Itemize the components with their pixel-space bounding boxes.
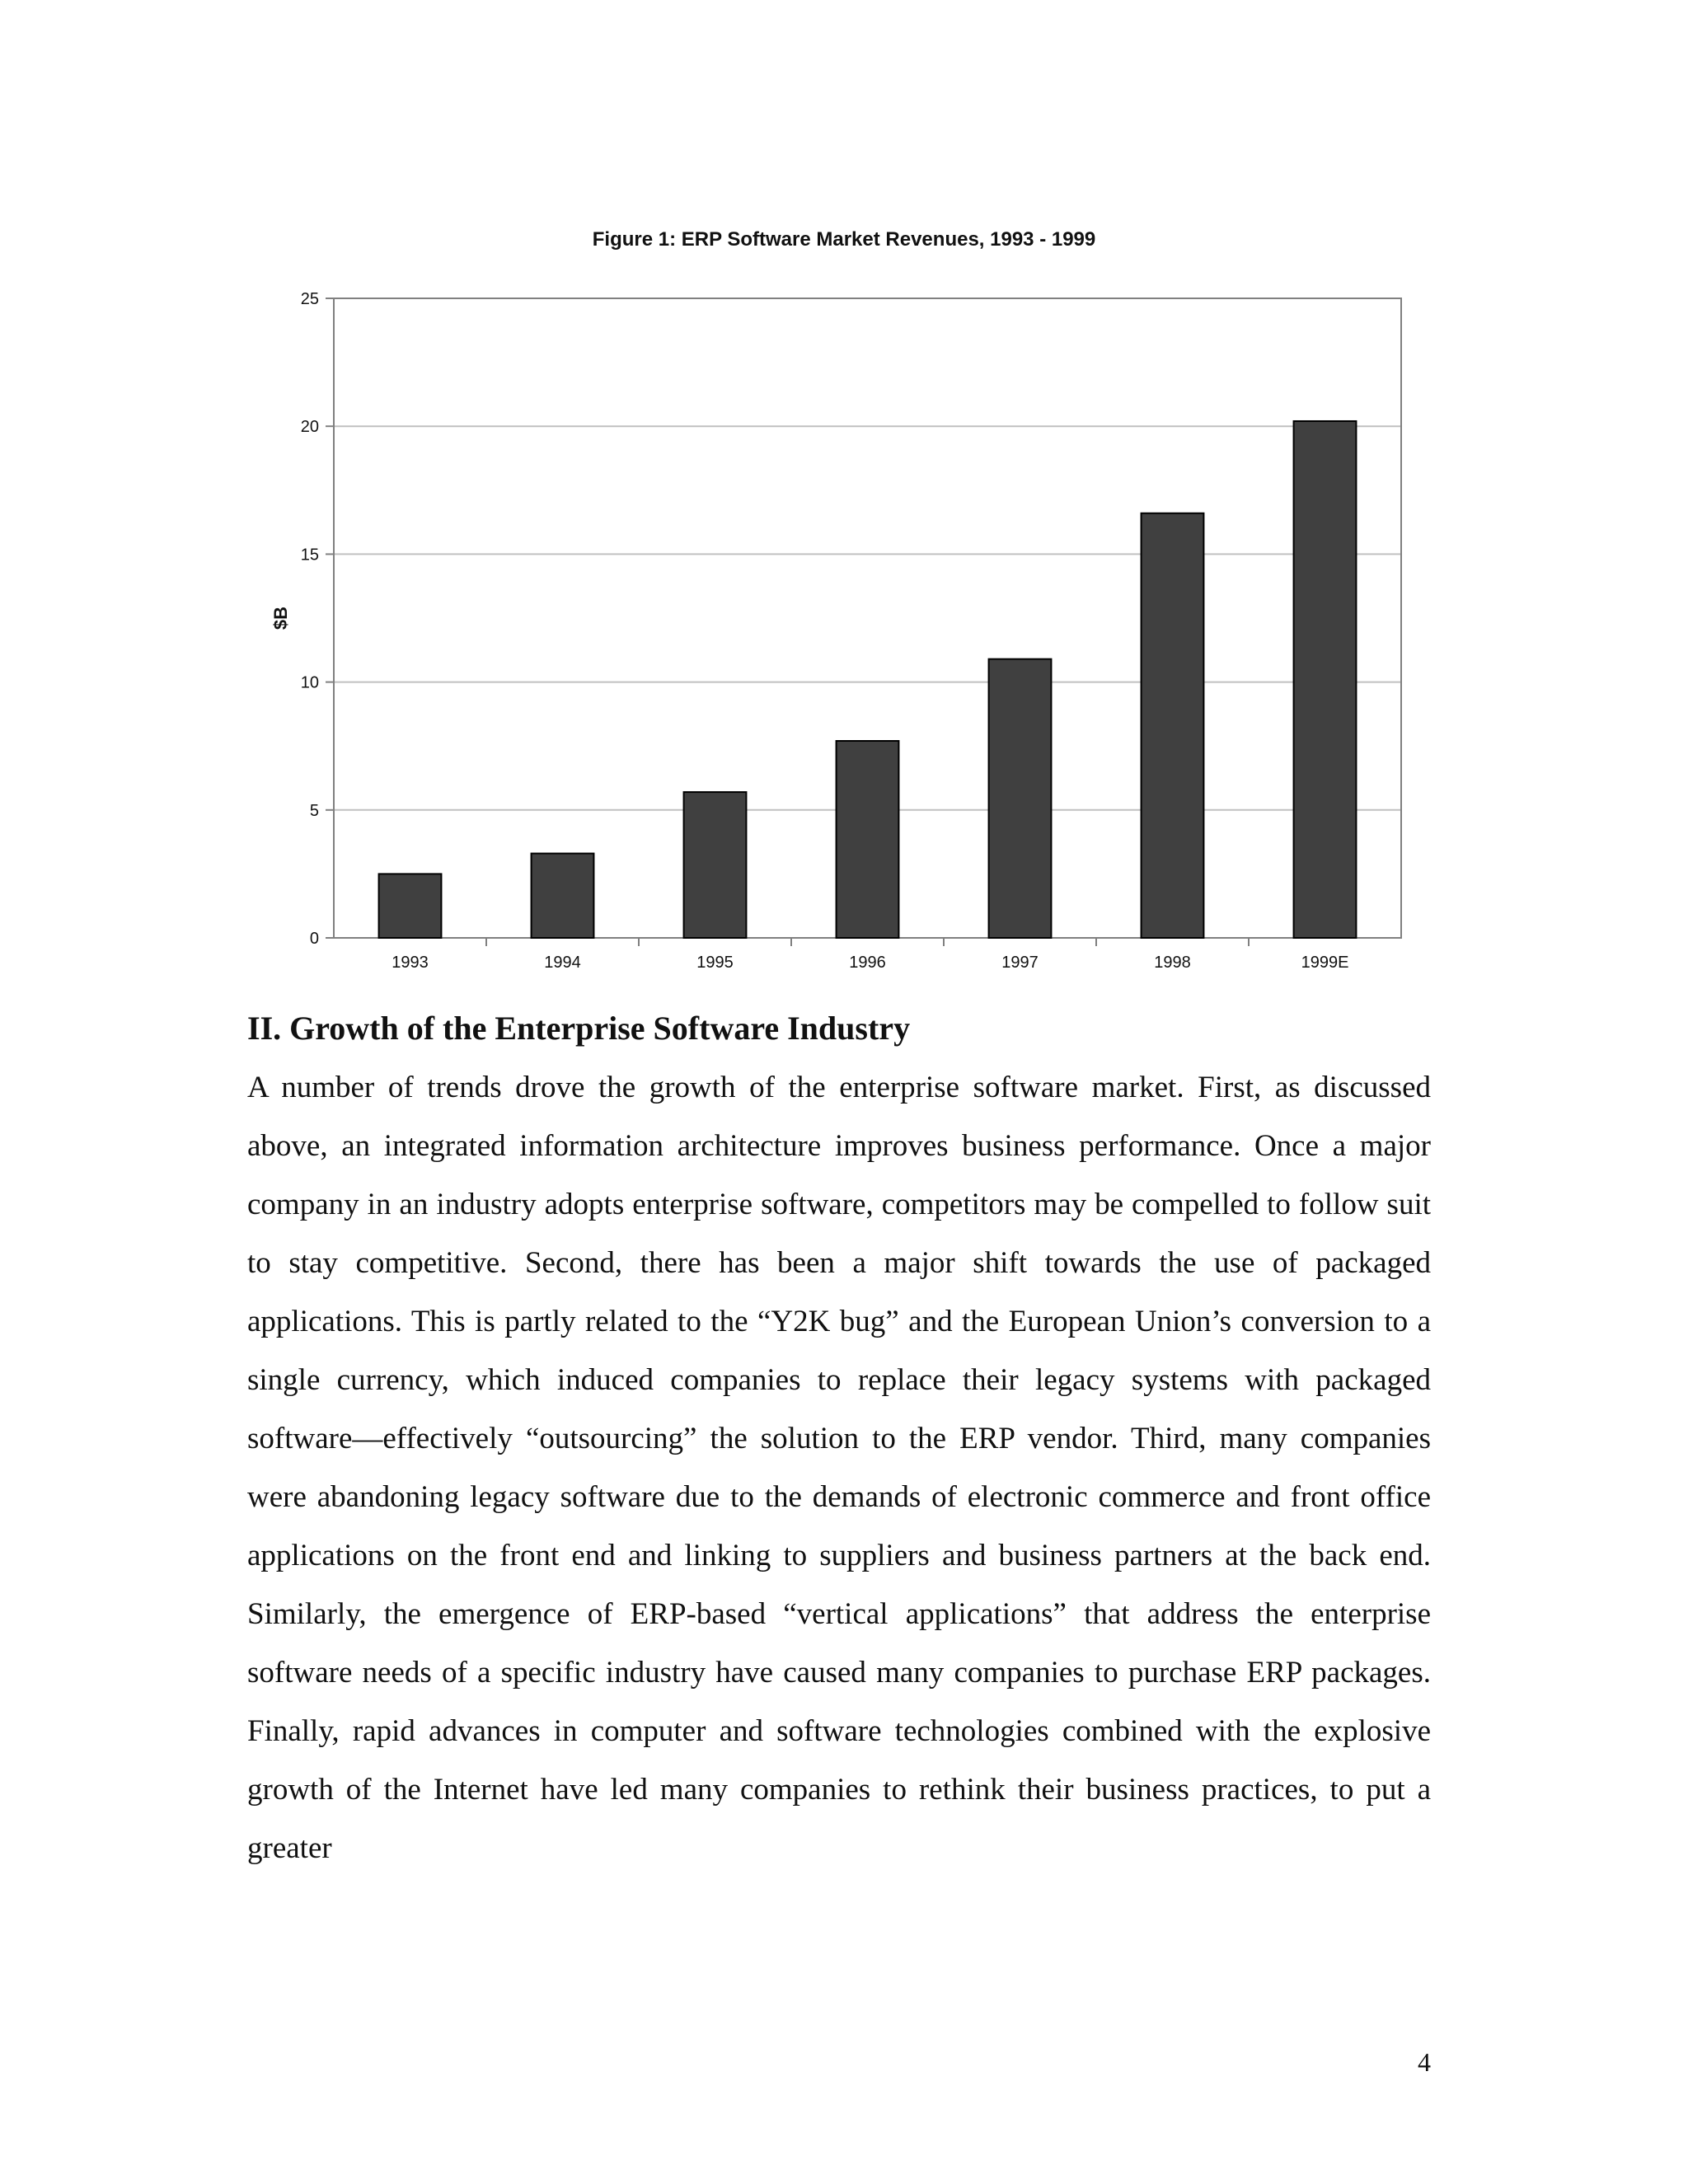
bar-chart: [0, 0, 1688, 989]
y-tick-label: 5: [309, 801, 319, 820]
x-tick-label: 1997: [1001, 954, 1039, 972]
y-tick-label: 25: [300, 290, 319, 308]
section-heading: II. Growth of the Enterprise Software Industry: [247, 1010, 911, 1047]
x-tick-label: 1999E: [1301, 954, 1349, 972]
bar-1995: [684, 792, 747, 938]
bar-1999E: [1294, 421, 1357, 938]
chart-title: Figure 1: ERP Software Market Revenues, 1993 - 1999: [592, 228, 1096, 251]
bar-1994: [532, 854, 594, 938]
x-tick-label: 1994: [544, 954, 581, 972]
x-axis-ticks: [392, 938, 1348, 972]
bar-1997: [989, 659, 1052, 938]
x-tick-label: 1993: [392, 954, 429, 972]
x-tick-label: 1998: [1154, 954, 1191, 972]
y-tick-label: 15: [300, 546, 319, 565]
y-tick-label: 10: [300, 673, 319, 692]
body-paragraph: A number of trends drove the growth of the enterprise software market. First, as discussed above, an integrated information architecture improves business performance. Once a major company in an industry adopts enterprise software, competitors may be compelled to follow suit to stay competitive. Second, there has been a major shift towards the use of packaged applications. This is partly related to the “Y2K bug” and the European Union’s conversion to a single currency, which induced companies to replace their legacy systems with packaged software—effectively “outsourcing” the solution to the ERP vendor. Third, many companies were abandoning legacy software due to the demands of electronic commerce and front office applications on the front end and linking to suppliers and business partners at the back end. Similarly, the emergence of ERP-based “vertical applications” that address the enterprise software needs of a specific industry have caused many companies to purchase ERP packages. Finally, rapid advances in computer and software technologies combined with the explosive growth of the Internet have led many companies to rethink their business practices, to put a greater: [247, 1071, 1431, 1865]
y-tick-label: 0: [309, 930, 319, 948]
bar-1998: [1142, 513, 1204, 938]
bars: [379, 421, 1357, 938]
y-tick-label: 20: [300, 418, 319, 437]
y-axis-label: $B: [270, 606, 291, 630]
page-number: 4: [1418, 2047, 1431, 2077]
x-tick-label: 1996: [849, 954, 886, 972]
bar-1996: [837, 741, 899, 938]
bar-1993: [379, 874, 442, 938]
x-tick-label: 1995: [696, 954, 734, 972]
y-axis-ticks: [301, 290, 334, 948]
